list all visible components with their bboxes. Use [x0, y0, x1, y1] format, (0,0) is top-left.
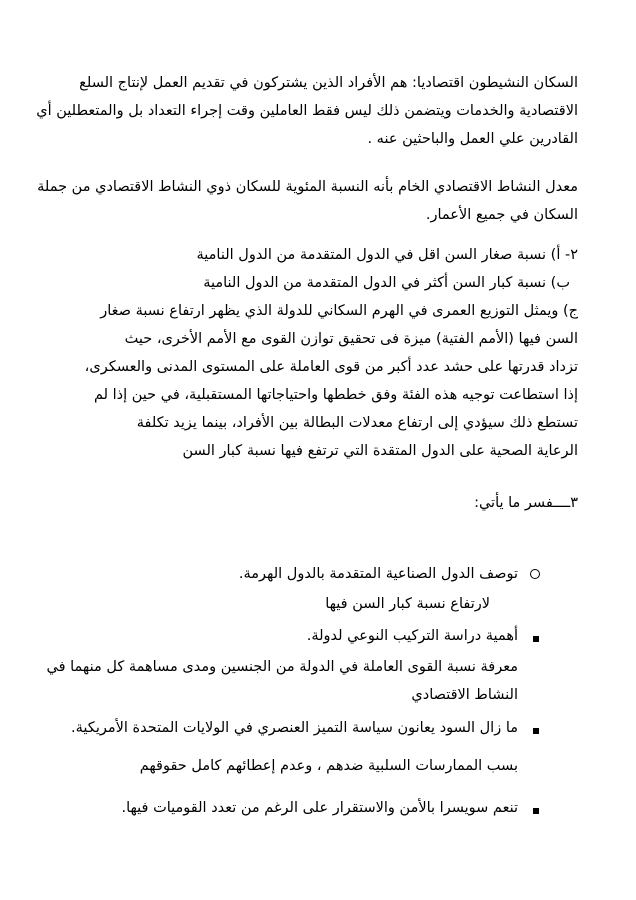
item-text: ما زال السود يعانون سياسة التميز العنصري في الولايات المتحدة الأمريكية. — [71, 720, 518, 736]
text-line: الاقتصادية والخدمات ويتضمن ذلك ليس فقط العاملين وقت إجراء التعداد بل والمتعطلين أي — [36, 103, 578, 119]
question-2 — [58, 241, 578, 465]
text-line: القادرين علي العمل والباحثين عنه . — [367, 131, 578, 147]
answer-c-line: تستطع ذلك سيؤدي إلى ارتفاع معدلات البطالة بين الأفراد، بينما يزيد تكلفة — [136, 415, 578, 431]
answer-text: لارتفاع نسبة كبار السن فيها — [325, 596, 490, 612]
explain-answer-1 — [70, 590, 490, 618]
answer-c-line: الرعاية الصحية على الدول المتقدة التي ترتفع فيها نسبة كبار السن — [182, 443, 578, 459]
answer-text: بسب الممارسات السلبية ضدهم ، وعدم إعطائهم كامل حقوقهم — [139, 758, 518, 774]
question-3-heading — [58, 489, 578, 517]
square-bullet-icon — [528, 720, 544, 740]
text-line: معدل النشاط الاقتصادي الخام بأنه النسبة المئوية للسكان ذوي النشاط الاقتصادي من جملة — [37, 179, 578, 195]
answer-text: معرفة نسبة القوى العاملة في الدولة من الجنسين ومدى مساهمة كل منهما في — [46, 659, 518, 675]
explain-answer-3 — [58, 752, 518, 780]
explain-answer-2 — [46, 653, 518, 709]
item-text: توصف الدول الصناعية المتقدمة بالدول الهرمة. — [238, 566, 518, 582]
text-line: السكان النشيطون اقتصاديا: هم الأفراد الذين يشتركون في تقديم العمل لإنتاج السلع — [79, 75, 578, 91]
answer-c-line: السن فيها (الأمم الفتية) ميزة فى تحقيق توازن القوى مع الأمم الأخرى، حيث — [124, 331, 578, 347]
heading-text: ٣ــــفسر ما يأتي: — [474, 495, 578, 511]
answer-c-line: إذا استطاعت توجيه هذه الفئة وفق خططها واحتياجاتها المستقبلية، في حين إذا لم — [93, 387, 578, 403]
item-text: أهمية دراسة التركيب النوعي لدولة. — [306, 628, 518, 644]
square-bullet-icon — [528, 628, 544, 648]
answer-text: النشاط الاقتصادي — [411, 687, 518, 703]
text-line: السكان في جميع الأعمار. — [425, 207, 578, 223]
answer-c-line: تزداد قدرتها على حشد عدد أكبر من قوى العاملة على المستوى المدنى والعسكرى، — [84, 359, 578, 375]
explain-item-1 — [58, 560, 518, 588]
explain-item-4 — [58, 794, 518, 822]
explain-item-2 — [58, 622, 518, 650]
definition-economically-active — [36, 69, 578, 153]
answer-b: ب) نسبة كبار السن أكثر في الدول المتقدمة من الدول النامية — [203, 275, 570, 291]
square-bullet-icon — [528, 800, 544, 820]
answer-c-line: ج) ويمثل التوزيع العمرى في الهرم السكاني للدولة الذي يظهر ارتفاع نسبة صغار — [100, 303, 578, 319]
definition-activity-rate — [37, 173, 578, 229]
item-text: تنعم سويسرا بالأمن والاستقرار على الرغم من تعدد القوميات فيها. — [121, 800, 518, 816]
explain-item-3 — [58, 714, 518, 742]
circle-bullet-icon — [527, 565, 543, 585]
answer-a: ٢- أ) نسبة صغار السن اقل في الدول المتقدمة من الدول النامية — [196, 247, 578, 263]
